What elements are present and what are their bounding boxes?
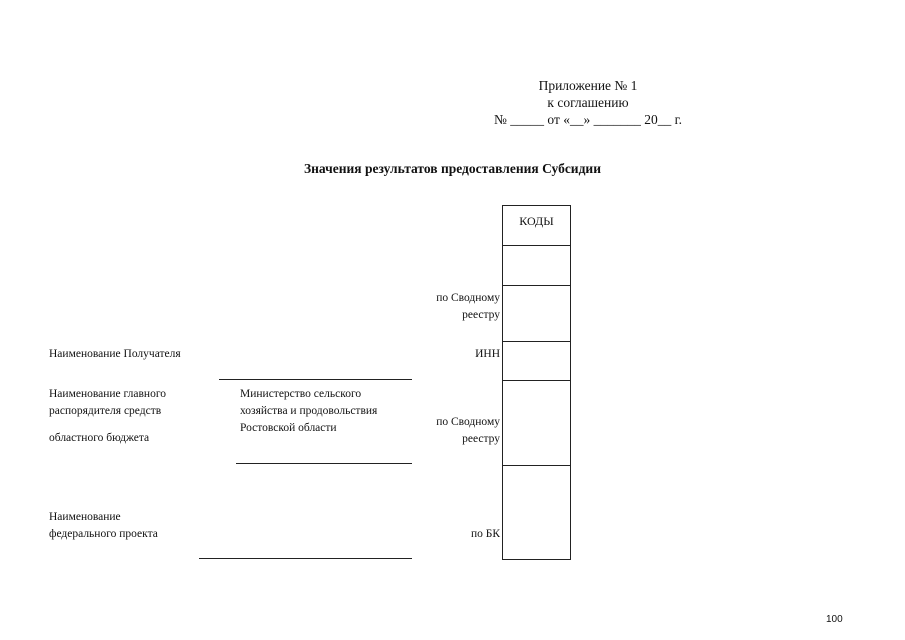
codes-cell-svodny-reestr-1: [503, 286, 570, 342]
grbs-line: [236, 463, 412, 464]
label-recipient: Наименование Получателя: [49, 348, 181, 360]
label-grbs-1: Наименование главного: [49, 388, 167, 400]
label-inn: ИНН: [475, 348, 500, 360]
agreement-ref: к соглашению: [547, 95, 629, 110]
recipient-line: [219, 379, 412, 380]
label-bk: по БК: [470, 528, 500, 540]
codes-table: [502, 205, 571, 560]
label-svodny-reestr-2a: по Сводному: [436, 416, 500, 428]
fed-project-line: [199, 558, 412, 559]
ministry-line-1: Министерство сельского: [240, 388, 362, 400]
ministry-line-2: хозяйства и продовольствия: [240, 405, 378, 417]
label-grbs-3: областного бюджета: [49, 432, 150, 444]
appendix-title: Приложение № 1: [538, 78, 638, 93]
label-svodny-reestr-1a: по Сводному: [436, 292, 500, 304]
label-svodny-reestr-2b: реестру: [462, 433, 500, 445]
page-title: Значения результатов предоставления Субсидии: [304, 161, 601, 176]
codes-cell-svodny-reestr-2: [503, 381, 570, 466]
codes-header: КОДЫ: [503, 206, 570, 246]
label-fed-project-2: федерального проекта: [49, 528, 158, 540]
codes-cell-empty: [503, 246, 570, 286]
label-fed-project-1: Наименование: [49, 511, 121, 523]
codes-cell-inn: [503, 342, 570, 381]
label-grbs-2: распорядителя средств: [49, 405, 162, 417]
agreement-number-date: № _____ от «__» _______ 20__ г.: [494, 112, 682, 127]
ministry-line-3: Ростовской области: [240, 422, 337, 434]
page-number: 100: [826, 614, 843, 625]
codes-cell-bk: [503, 466, 570, 559]
label-svodny-reestr-1b: реестру: [462, 309, 500, 321]
